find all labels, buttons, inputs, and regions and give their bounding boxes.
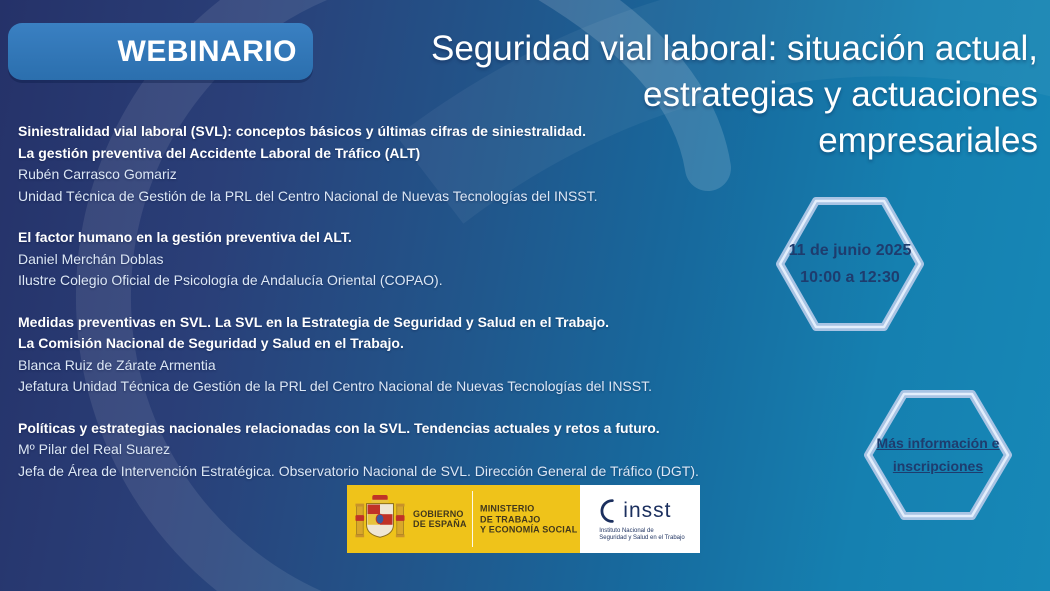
more-info-hexagon: [858, 384, 1018, 526]
event-datetime: [770, 190, 930, 338]
session-speaker: Daniel Merchán Doblas: [18, 250, 164, 267]
ministry-line-3: Y ECONOMÍA SOCIAL: [480, 524, 578, 535]
government-line-1: GOBIERNO: [413, 508, 464, 519]
session-title: El factor humano en la gestión preventiva del ALT.: [18, 229, 352, 245]
webinario-badge-label: WEBINARIO: [117, 34, 297, 68]
event-time: 10:00 a 12:30: [800, 269, 900, 286]
session-title: La gestión preventiva del Accidente Laboral de Tráfico (ALT): [18, 144, 421, 161]
session-title: La Comisión Nacional de Seguridad y Salud en el Trabajo.: [18, 335, 404, 351]
session-block-3: [18, 312, 699, 398]
session-block-1: [18, 121, 699, 207]
session-affiliation: Jefatura Unidad Técnica de Gestión de la PRL del Centro Nacional de Nuevas Tecnologías del INSST.: [18, 378, 652, 394]
spain-coat-of-arms-icon: [355, 491, 405, 547]
logo-divider: [472, 491, 473, 547]
government-label: [413, 509, 467, 530]
government-line-2: DE ESPAÑA: [413, 519, 467, 529]
session-speaker: Blanca Ruiz de Zárate Armentia: [18, 356, 216, 373]
institutional-logos: [347, 485, 700, 553]
session-speaker: Mº Pilar del Real Suarez: [18, 441, 171, 457]
insst-subtitle: [599, 528, 684, 542]
insst-open-circle-icon: [595, 496, 621, 526]
ministry-line-2: DE TRABAJO: [480, 513, 541, 524]
more-info-link[interactable]: [877, 432, 1000, 478]
webinario-badge: [8, 23, 313, 80]
more-info-line-1[interactable]: Más información e: [876, 435, 1000, 451]
session-affiliation: Jefa de Área de Intervención Estratégica. Observatorio Nacional de SVL. Dirección General de Tráfico (DGT).: [18, 462, 699, 479]
insst-subtitle-line-2: Seguridad y Salud en el Trabajo: [599, 535, 685, 541]
session-title: Políticas y estrategias nacionales relacionadas con la SVL. Tendencias actuales y retos a futuro.: [18, 419, 660, 436]
session-block-4: [18, 418, 699, 483]
event-date: 11 de junio 2025: [788, 242, 912, 259]
event-date-hexagon: [770, 190, 930, 338]
insst-logo: [580, 485, 700, 553]
insst-subtitle-line-1: Instituto Nacional de: [599, 528, 654, 534]
insst-acronym: insst: [623, 499, 672, 522]
session-title: Medidas preventivas en SVL. La SVL en la Estrategia de Seguridad y Salud en el Trabajo.: [18, 313, 610, 330]
program-list: [18, 121, 699, 502]
ministry-label: [480, 503, 577, 535]
session-title: Siniestralidad vial laboral (SVL): conceptos básicos y últimas cifras de siniestralidad.: [18, 123, 586, 139]
title-line-2: estrategias y actuaciones: [643, 75, 1038, 114]
session-block-2: [18, 227, 699, 292]
session-affiliation: Unidad Técnica de Gestión de la PRL del Centro Nacional de Nuevas Tecnologías del INSST.: [18, 187, 598, 204]
ministry-line-1: MINISTERIO: [480, 503, 535, 514]
session-affiliation: Ilustre Colegio Oficial de Psicología de Andalucía Oriental (COPAO).: [18, 272, 443, 288]
title-line-3: empresariales: [818, 121, 1038, 160]
more-info-line-2[interactable]: inscripciones: [892, 458, 984, 474]
session-speaker: Rubén Carrasco Gomariz: [18, 166, 177, 182]
government-logo: [347, 485, 580, 553]
title-line-1: Seguridad vial laboral: situación actual,: [430, 29, 1038, 68]
